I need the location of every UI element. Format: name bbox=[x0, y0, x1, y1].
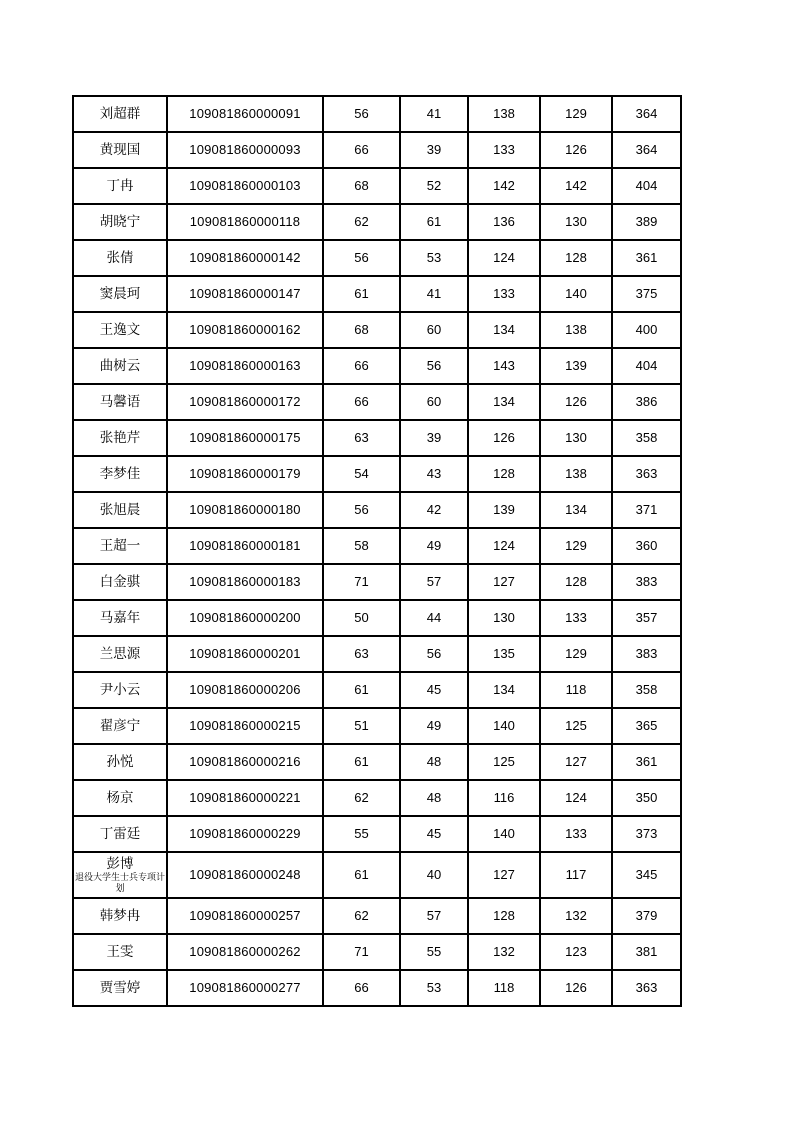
exam-number-cell: 109081860000179 bbox=[167, 456, 323, 492]
table-body bbox=[73, 96, 681, 1006]
exam-number-cell: 109081860000183 bbox=[167, 564, 323, 600]
score-3-cell: 140 bbox=[468, 708, 540, 744]
student-name-cell bbox=[73, 168, 167, 204]
score-1-cell: 68 bbox=[323, 168, 400, 204]
student-name: 马馨语 bbox=[99, 394, 141, 410]
total-score-cell: 386 bbox=[612, 384, 681, 420]
total-score-cell: 358 bbox=[612, 672, 681, 708]
total-score-cell: 357 bbox=[612, 600, 681, 636]
score-4-cell: 118 bbox=[540, 672, 612, 708]
score-2-cell: 41 bbox=[400, 96, 468, 132]
score-2-cell: 53 bbox=[400, 970, 468, 1006]
total-score-cell: 371 bbox=[612, 492, 681, 528]
student-name: 尹小云 bbox=[99, 682, 141, 698]
student-name-cell bbox=[73, 934, 167, 970]
student-name: 白金骐 bbox=[99, 574, 141, 590]
score-1-cell: 54 bbox=[323, 456, 400, 492]
score-1-cell: 56 bbox=[323, 96, 400, 132]
score-4-cell: 133 bbox=[540, 600, 612, 636]
table-row bbox=[73, 312, 681, 348]
student-name-cell bbox=[73, 276, 167, 312]
score-1-cell: 56 bbox=[323, 240, 400, 276]
score-4-cell: 124 bbox=[540, 780, 612, 816]
table-row bbox=[73, 420, 681, 456]
score-3-cell: 135 bbox=[468, 636, 540, 672]
exam-number-cell: 109081860000200 bbox=[167, 600, 323, 636]
score-4-cell: 126 bbox=[540, 384, 612, 420]
score-1-cell: 58 bbox=[323, 528, 400, 564]
student-note: 退役大学生士兵专项计划 bbox=[75, 871, 166, 893]
total-score-cell: 381 bbox=[612, 934, 681, 970]
student-name-cell bbox=[73, 492, 167, 528]
score-3-cell: 134 bbox=[468, 312, 540, 348]
score-3-cell: 128 bbox=[468, 456, 540, 492]
score-4-cell: 139 bbox=[540, 348, 612, 384]
exam-number-cell: 109081860000181 bbox=[167, 528, 323, 564]
score-2-cell: 56 bbox=[400, 348, 468, 384]
table-row bbox=[73, 672, 681, 708]
student-name: 胡晓宁 bbox=[99, 214, 141, 230]
score-2-cell: 45 bbox=[400, 816, 468, 852]
score-3-cell: 127 bbox=[468, 564, 540, 600]
score-3-cell: 127 bbox=[468, 852, 540, 898]
score-3-cell: 124 bbox=[468, 528, 540, 564]
student-name: 王超一 bbox=[99, 538, 141, 554]
total-score-cell: 404 bbox=[612, 348, 681, 384]
score-2-cell: 39 bbox=[400, 420, 468, 456]
student-name-cell bbox=[73, 456, 167, 492]
score-1-cell: 51 bbox=[323, 708, 400, 744]
score-2-cell: 61 bbox=[400, 204, 468, 240]
exam-number-cell: 109081860000206 bbox=[167, 672, 323, 708]
score-3-cell: 140 bbox=[468, 816, 540, 852]
student-name-cell bbox=[73, 852, 167, 898]
student-name: 王逸文 bbox=[99, 322, 141, 338]
total-score-cell: 404 bbox=[612, 168, 681, 204]
table-row bbox=[73, 898, 681, 934]
score-3-cell: 130 bbox=[468, 600, 540, 636]
exam-number-cell: 109081860000172 bbox=[167, 384, 323, 420]
score-2-cell: 60 bbox=[400, 312, 468, 348]
student-name: 张旭晨 bbox=[99, 502, 141, 518]
score-3-cell: 134 bbox=[468, 672, 540, 708]
score-2-cell: 52 bbox=[400, 168, 468, 204]
exam-number-cell: 109081860000277 bbox=[167, 970, 323, 1006]
score-1-cell: 71 bbox=[323, 564, 400, 600]
student-name-cell bbox=[73, 312, 167, 348]
exam-number-cell: 109081860000091 bbox=[167, 96, 323, 132]
student-name: 贾雪婷 bbox=[99, 980, 141, 996]
table-row bbox=[73, 934, 681, 970]
student-name: 马嘉年 bbox=[99, 610, 141, 626]
exam-number-cell: 109081860000201 bbox=[167, 636, 323, 672]
student-name-cell bbox=[73, 96, 167, 132]
table-row bbox=[73, 96, 681, 132]
score-2-cell: 43 bbox=[400, 456, 468, 492]
score-2-cell: 48 bbox=[400, 780, 468, 816]
exam-number-cell: 109081860000248 bbox=[167, 852, 323, 898]
score-3-cell: 124 bbox=[468, 240, 540, 276]
table-row bbox=[73, 384, 681, 420]
student-name: 张艳芹 bbox=[99, 430, 141, 446]
exam-number-cell: 109081860000257 bbox=[167, 898, 323, 934]
student-name: 孙悦 bbox=[106, 754, 134, 770]
exam-number-cell: 109081860000162 bbox=[167, 312, 323, 348]
total-score-cell: 358 bbox=[612, 420, 681, 456]
score-4-cell: 129 bbox=[540, 96, 612, 132]
exam-number-cell: 109081860000221 bbox=[167, 780, 323, 816]
score-1-cell: 71 bbox=[323, 934, 400, 970]
total-score-cell: 360 bbox=[612, 528, 681, 564]
score-2-cell: 49 bbox=[400, 528, 468, 564]
score-3-cell: 136 bbox=[468, 204, 540, 240]
score-4-cell: 117 bbox=[540, 852, 612, 898]
table-row bbox=[73, 600, 681, 636]
total-score-cell: 363 bbox=[612, 456, 681, 492]
score-4-cell: 133 bbox=[540, 816, 612, 852]
score-4-cell: 134 bbox=[540, 492, 612, 528]
score-2-cell: 42 bbox=[400, 492, 468, 528]
student-name: 李梦佳 bbox=[99, 466, 141, 482]
score-1-cell: 66 bbox=[323, 348, 400, 384]
exam-number-cell: 109081860000147 bbox=[167, 276, 323, 312]
score-1-cell: 62 bbox=[323, 204, 400, 240]
score-3-cell: 116 bbox=[468, 780, 540, 816]
student-name-cell bbox=[73, 528, 167, 564]
total-score-cell: 389 bbox=[612, 204, 681, 240]
student-name: 刘超群 bbox=[99, 106, 141, 122]
score-3-cell: 138 bbox=[468, 96, 540, 132]
student-name: 王雯 bbox=[106, 944, 134, 960]
score-4-cell: 138 bbox=[540, 312, 612, 348]
score-2-cell: 40 bbox=[400, 852, 468, 898]
student-name-cell bbox=[73, 744, 167, 780]
table-row bbox=[73, 564, 681, 600]
total-score-cell: 383 bbox=[612, 636, 681, 672]
score-2-cell: 56 bbox=[400, 636, 468, 672]
score-3-cell: 128 bbox=[468, 898, 540, 934]
student-name: 兰思源 bbox=[99, 646, 141, 662]
score-4-cell: 126 bbox=[540, 970, 612, 1006]
student-name: 窦晨珂 bbox=[99, 286, 141, 302]
score-1-cell: 62 bbox=[323, 898, 400, 934]
score-1-cell: 61 bbox=[323, 276, 400, 312]
total-score-cell: 379 bbox=[612, 898, 681, 934]
total-score-cell: 364 bbox=[612, 96, 681, 132]
table-row bbox=[73, 456, 681, 492]
student-name: 翟彦宁 bbox=[99, 718, 141, 734]
student-name-cell bbox=[73, 970, 167, 1006]
student-name-cell bbox=[73, 780, 167, 816]
student-name-cell bbox=[73, 816, 167, 852]
score-4-cell: 132 bbox=[540, 898, 612, 934]
table-row bbox=[73, 276, 681, 312]
student-name-cell bbox=[73, 672, 167, 708]
student-name-cell bbox=[73, 204, 167, 240]
score-2-cell: 41 bbox=[400, 276, 468, 312]
score-1-cell: 62 bbox=[323, 780, 400, 816]
total-score-cell: 361 bbox=[612, 744, 681, 780]
score-4-cell: 126 bbox=[540, 132, 612, 168]
score-4-cell: 142 bbox=[540, 168, 612, 204]
score-3-cell: 132 bbox=[468, 934, 540, 970]
score-1-cell: 63 bbox=[323, 420, 400, 456]
table-row bbox=[73, 780, 681, 816]
score-4-cell: 128 bbox=[540, 564, 612, 600]
total-score-cell: 375 bbox=[612, 276, 681, 312]
total-score-cell: 400 bbox=[612, 312, 681, 348]
score-1-cell: 61 bbox=[323, 744, 400, 780]
score-3-cell: 143 bbox=[468, 348, 540, 384]
score-1-cell: 61 bbox=[323, 852, 400, 898]
exam-number-cell: 109081860000215 bbox=[167, 708, 323, 744]
student-name: 韩梦冉 bbox=[99, 908, 141, 924]
exam-number-cell: 109081860000142 bbox=[167, 240, 323, 276]
total-score-cell: 345 bbox=[612, 852, 681, 898]
exam-number-cell: 109081860000216 bbox=[167, 744, 323, 780]
total-score-cell: 350 bbox=[612, 780, 681, 816]
exam-number-cell: 109081860000262 bbox=[167, 934, 323, 970]
score-1-cell: 66 bbox=[323, 384, 400, 420]
table-row bbox=[73, 852, 681, 898]
score-table bbox=[72, 95, 682, 1007]
student-name-cell bbox=[73, 564, 167, 600]
student-name-cell bbox=[73, 898, 167, 934]
table-row bbox=[73, 348, 681, 384]
score-2-cell: 48 bbox=[400, 744, 468, 780]
score-4-cell: 130 bbox=[540, 204, 612, 240]
score-2-cell: 53 bbox=[400, 240, 468, 276]
student-name-cell bbox=[73, 636, 167, 672]
score-4-cell: 138 bbox=[540, 456, 612, 492]
score-2-cell: 55 bbox=[400, 934, 468, 970]
score-1-cell: 63 bbox=[323, 636, 400, 672]
table-row bbox=[73, 132, 681, 168]
table-row bbox=[73, 708, 681, 744]
score-1-cell: 61 bbox=[323, 672, 400, 708]
score-3-cell: 133 bbox=[468, 132, 540, 168]
table-row bbox=[73, 970, 681, 1006]
score-2-cell: 57 bbox=[400, 564, 468, 600]
student-name: 张倩 bbox=[106, 250, 134, 266]
total-score-cell: 361 bbox=[612, 240, 681, 276]
student-name-cell bbox=[73, 348, 167, 384]
score-2-cell: 39 bbox=[400, 132, 468, 168]
score-3-cell: 118 bbox=[468, 970, 540, 1006]
total-score-cell: 373 bbox=[612, 816, 681, 852]
score-4-cell: 129 bbox=[540, 528, 612, 564]
table-row bbox=[73, 492, 681, 528]
student-name: 丁雷廷 bbox=[99, 826, 141, 842]
student-name-cell bbox=[73, 132, 167, 168]
score-2-cell: 60 bbox=[400, 384, 468, 420]
score-1-cell: 50 bbox=[323, 600, 400, 636]
score-3-cell: 133 bbox=[468, 276, 540, 312]
total-score-cell: 364 bbox=[612, 132, 681, 168]
score-4-cell: 127 bbox=[540, 744, 612, 780]
score-3-cell: 134 bbox=[468, 384, 540, 420]
score-1-cell: 56 bbox=[323, 492, 400, 528]
student-name: 杨京 bbox=[106, 790, 134, 806]
student-name: 丁冉 bbox=[106, 178, 134, 194]
student-name: 曲树云 bbox=[99, 358, 141, 374]
exam-number-cell: 109081860000180 bbox=[167, 492, 323, 528]
student-name-cell bbox=[73, 600, 167, 636]
student-name-cell bbox=[73, 240, 167, 276]
total-score-cell: 383 bbox=[612, 564, 681, 600]
score-1-cell: 68 bbox=[323, 312, 400, 348]
student-name-cell bbox=[73, 708, 167, 744]
table-row bbox=[73, 816, 681, 852]
table-row bbox=[73, 744, 681, 780]
exam-number-cell: 109081860000163 bbox=[167, 348, 323, 384]
student-name: 彭博 bbox=[106, 856, 134, 872]
score-4-cell: 140 bbox=[540, 276, 612, 312]
table-row bbox=[73, 168, 681, 204]
exam-number-cell: 109081860000229 bbox=[167, 816, 323, 852]
exam-number-cell: 109081860000103 bbox=[167, 168, 323, 204]
student-name: 黄现国 bbox=[99, 142, 141, 158]
score-1-cell: 66 bbox=[323, 132, 400, 168]
score-2-cell: 49 bbox=[400, 708, 468, 744]
table-row bbox=[73, 240, 681, 276]
score-4-cell: 128 bbox=[540, 240, 612, 276]
score-2-cell: 44 bbox=[400, 600, 468, 636]
score-3-cell: 126 bbox=[468, 420, 540, 456]
exam-number-cell: 109081860000175 bbox=[167, 420, 323, 456]
score-2-cell: 45 bbox=[400, 672, 468, 708]
table-row bbox=[73, 636, 681, 672]
score-1-cell: 66 bbox=[323, 970, 400, 1006]
score-3-cell: 139 bbox=[468, 492, 540, 528]
score-4-cell: 125 bbox=[540, 708, 612, 744]
score-2-cell: 57 bbox=[400, 898, 468, 934]
score-3-cell: 142 bbox=[468, 168, 540, 204]
exam-number-cell: 109081860000093 bbox=[167, 132, 323, 168]
student-name-cell bbox=[73, 384, 167, 420]
exam-number-cell: 109081860000118 bbox=[167, 204, 323, 240]
total-score-cell: 365 bbox=[612, 708, 681, 744]
score-4-cell: 129 bbox=[540, 636, 612, 672]
score-1-cell: 55 bbox=[323, 816, 400, 852]
score-3-cell: 125 bbox=[468, 744, 540, 780]
table-row bbox=[73, 204, 681, 240]
student-name-cell bbox=[73, 420, 167, 456]
total-score-cell: 363 bbox=[612, 970, 681, 1006]
score-4-cell: 123 bbox=[540, 934, 612, 970]
score-4-cell: 130 bbox=[540, 420, 612, 456]
table-row bbox=[73, 528, 681, 564]
